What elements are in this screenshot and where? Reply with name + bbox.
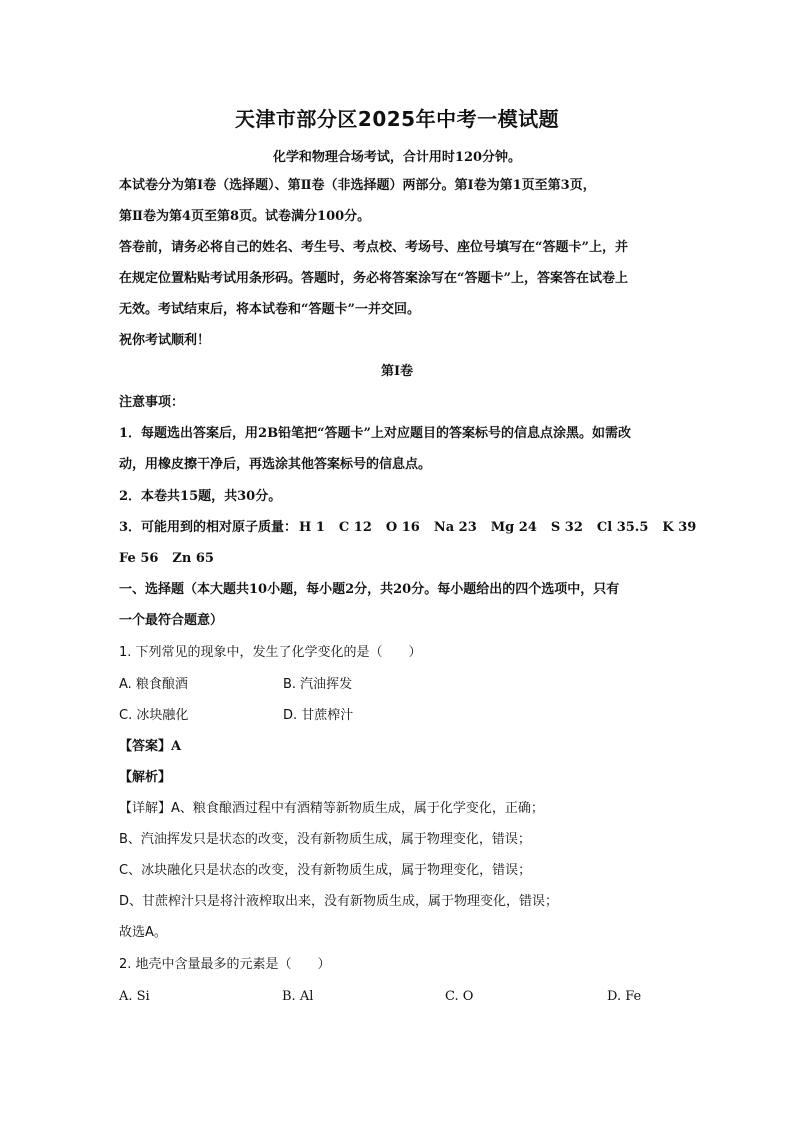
question-2-option-b: B. Al: [282, 989, 314, 1004]
question-1-detail-line-3: C、冰块融化只是状态的改变，没有新物质生成，属于物理变化，错误；: [119, 863, 532, 878]
atomic-mass-item: Mg 24: [490, 520, 537, 535]
question-2-option-a: A. Si: [119, 989, 150, 1004]
intro-line-5: 无效。考试结束后，将本试卷和“答题卡”一并交回。: [119, 302, 420, 317]
atomic-mass-item: Na 23: [433, 520, 477, 535]
atomic-mass-item: Cl 35.5: [596, 520, 649, 535]
exam-subtitle: 化学和物理合场考试，合计用时120分钟。: [272, 150, 522, 165]
intro-line-3: 答卷前，请务必将自己的姓名、考生号、考点校、考场号、座位号填写在“答题卡”上，并: [119, 240, 628, 255]
atomic-mass-item: Zn 65: [172, 551, 214, 566]
note-2: 2．本卷共15题，共30分。: [119, 489, 282, 504]
notice-label: 注意事项：: [119, 395, 185, 410]
question-1-detail-line-1: 【详解】A、粮食酿酒过程中有酒精等新物质生成，属于化学变化，正确；: [119, 801, 544, 816]
question-2-option-c: C. O: [445, 989, 474, 1004]
note-1-line-2: 动，用橡皮擦干净后，再选涂其他答案标号的信息点。: [119, 457, 432, 472]
atomic-mass-item: K 39: [662, 520, 697, 535]
section-heading: 第Ⅰ卷: [380, 364, 414, 379]
atomic-mass-item: H 1: [299, 520, 325, 535]
intro-line-1: 本试卷分为第Ⅰ卷（选择题）、第Ⅱ卷（非选择题）两部分。第Ⅰ卷为第1页至第3页，: [119, 178, 596, 193]
question-1-detail-line-4: D、甘蔗榨汁只是将汁液榨取出来，没有新物质生成，属于物理变化，错误；: [119, 894, 559, 909]
question-1-option-d: D. 甘蔗榨汁: [283, 708, 354, 723]
part-heading-line-2: 一个最符合题意）: [119, 613, 224, 628]
question-2-option-d: D. Fe: [607, 989, 642, 1004]
question-1-detail-line-2: B、汽油挥发只是状态的改变，没有新物质生成，属于物理变化，错误；: [119, 832, 531, 847]
question-1-conclusion: 故选A。: [119, 925, 167, 940]
question-1-analysis-label: 【解析】: [119, 770, 172, 785]
intro-line-6: 祝你考试顺利！: [119, 333, 211, 348]
note-3-continued: [119, 551, 679, 567]
atomic-mass-item: C 12: [338, 520, 372, 535]
atomic-mass-item: O 16: [385, 520, 420, 535]
intro-line-2: 第Ⅱ卷为第4页至第8页。试卷满分100分。: [119, 209, 371, 224]
note-3-prefix: 3．可能用到的相对原子质量：: [119, 520, 298, 535]
question-1-answer: 【答案】A: [119, 739, 182, 754]
question-2-stem: 2. 地壳中含量最多的元素是（ ）: [119, 957, 331, 972]
intro-line-4: 在规定位置粘贴考试用条形码。答题时，务必将答案涂写在“答题卡”上，答案答在试卷上: [119, 271, 628, 286]
question-1-option-a: A. 粮食酿酒: [119, 677, 188, 692]
part-heading-line-1: 一、选择题（本大题共10小题，每小题2分，共20分。每小题给出的四个选项中，只有: [119, 582, 620, 597]
atomic-mass-item: S 32: [550, 520, 583, 535]
atomic-mass-item: Fe 56: [119, 551, 159, 566]
exam-title: 天津市部分区2025年中考一模试题: [234, 107, 560, 131]
note-1-line-1: 1．每题选出答案后，用2B铅笔把“答题卡”上对应题目的答案标号的信息点涂黑。如需改: [119, 426, 632, 441]
note-3: [119, 520, 697, 536]
question-1-stem: 1. 下列常见的现象中，发生了化学变化的是（ ）: [119, 645, 422, 660]
question-1-option-c: C. 冰块融化: [119, 708, 189, 723]
question-1-option-b: B. 汽油挥发: [283, 677, 353, 692]
